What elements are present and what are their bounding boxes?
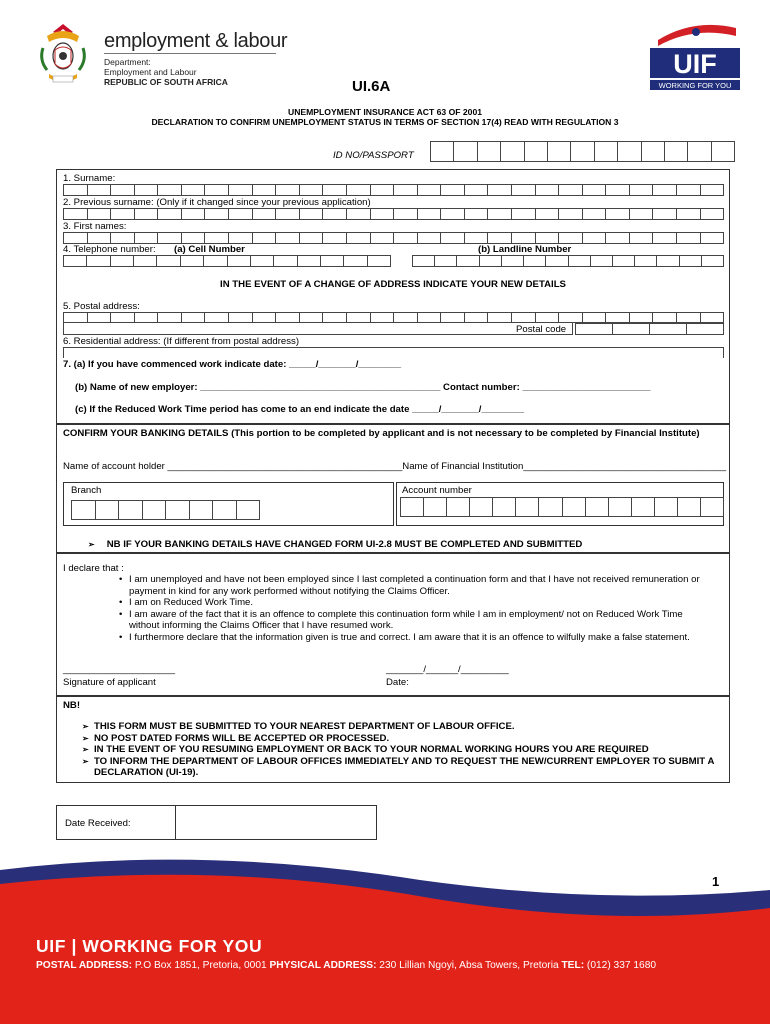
char-cell[interactable]	[653, 184, 677, 196]
char-cell[interactable]	[441, 184, 465, 196]
char-cell[interactable]	[323, 232, 347, 244]
char-cell[interactable]	[655, 497, 678, 517]
arrow-bullet-icon: ➢	[88, 540, 95, 549]
char-cell[interactable]	[677, 232, 701, 244]
nb-item: ➢ THIS FORM MUST BE SUBMITTED TO YOUR NEAREST DEPARTMENT OF LABOUR OFFICE.	[82, 721, 722, 733]
address-heading: IN THE EVENT OF A CHANGE OF ADDRESS INDICATE YOUR NEW DETAILS	[220, 279, 566, 290]
char-cell[interactable]	[559, 232, 583, 244]
char-cell[interactable]	[394, 208, 418, 220]
char-cell[interactable]	[595, 141, 618, 162]
char-cell[interactable]	[548, 141, 571, 162]
char-cell[interactable]	[135, 312, 159, 323]
char-cell[interactable]	[583, 232, 607, 244]
char-cell[interactable]	[678, 497, 701, 517]
char-cell[interactable]	[181, 255, 204, 267]
char-cell[interactable]	[447, 497, 470, 517]
declaration-item: • I am aware of the fact that it is an offence to complete this continuation form while I am in employment/ not on Reduced Work Time without informing the Claims Officer that I have resumed work.	[119, 609, 709, 632]
char-cell[interactable]	[253, 312, 277, 323]
char-cell[interactable]	[657, 255, 679, 267]
char-cell[interactable]	[665, 141, 688, 162]
char-cell[interactable]	[441, 312, 465, 323]
char-cell[interactable]	[205, 208, 229, 220]
char-cell[interactable]	[394, 232, 418, 244]
char-cell[interactable]	[63, 208, 88, 220]
char-cell[interactable]	[111, 255, 134, 267]
char-cell[interactable]	[539, 497, 562, 517]
declaration-item: • I furthermore declare that the information given is true and correct. I am aware that it is an offence to wilfully make a false statement.	[119, 632, 709, 644]
char-cell[interactable]	[571, 141, 594, 162]
nb-list	[82, 721, 722, 779]
char-cell[interactable]	[143, 500, 167, 520]
declaration-title: DECLARATION TO CONFIRM UNEMPLOYMENT STATUS IN TERMS OF SECTION 17(4) READ WITH REGULATION 3	[151, 117, 619, 127]
char-cell[interactable]	[653, 232, 677, 244]
char-cell[interactable]	[96, 500, 120, 520]
char-cell[interactable]	[228, 255, 251, 267]
char-cell[interactable]	[190, 500, 214, 520]
char-cell[interactable]	[613, 255, 635, 267]
char-cell[interactable]	[368, 255, 391, 267]
id-passport-label: ID NO/PASSPORT	[333, 150, 414, 161]
char-cell[interactable]	[493, 497, 516, 517]
char-cell[interactable]	[157, 255, 180, 267]
char-cell[interactable]	[111, 208, 135, 220]
postal-address-input-line2[interactable]	[63, 323, 573, 335]
char-cell[interactable]	[418, 184, 442, 196]
previous-surname-label: 2. Previous surname: (Only if it changed since your previous application)	[63, 197, 371, 208]
char-cell[interactable]	[559, 184, 583, 196]
char-cell[interactable]	[569, 255, 591, 267]
char-cell[interactable]	[516, 497, 539, 517]
banking-nb	[88, 539, 582, 550]
char-cell[interactable]	[412, 255, 435, 267]
reduced-work-time-line: (c) If the Reduced Work Time period has come to an end indicate the date _____/_______/________	[75, 404, 525, 415]
char-cell[interactable]	[205, 232, 229, 244]
char-cell[interactable]	[347, 208, 371, 220]
char-cell[interactable]	[229, 232, 253, 244]
nb-item: ➢ IN THE EVENT OF YOU RESUMING EMPLOYMENT OR BACK TO YOUR NORMAL WORKING HOURS YOU ARE REQUIRED	[82, 744, 722, 756]
account-number-label: Account number	[402, 485, 472, 496]
char-cell[interactable]	[536, 184, 560, 196]
char-cell[interactable]	[613, 323, 650, 335]
char-cell[interactable]	[465, 312, 489, 323]
char-cell[interactable]	[276, 312, 300, 323]
account-number-input[interactable]	[400, 497, 724, 517]
physical-address-label: PHYSICAL ADDRESS:	[269, 960, 377, 971]
char-cell[interactable]	[347, 312, 371, 323]
char-cell[interactable]	[630, 208, 654, 220]
char-cell[interactable]	[394, 312, 418, 323]
char-cell[interactable]	[158, 184, 182, 196]
char-cell[interactable]	[418, 312, 442, 323]
char-cell[interactable]	[701, 208, 725, 220]
char-cell[interactable]	[488, 232, 512, 244]
first-names-input[interactable]	[63, 232, 724, 244]
page-number: 1	[712, 874, 720, 889]
char-cell[interactable]	[630, 312, 654, 323]
char-cell[interactable]	[575, 323, 613, 335]
char-cell[interactable]	[182, 312, 206, 323]
char-cell[interactable]	[371, 184, 395, 196]
char-cell[interactable]	[300, 208, 324, 220]
char-cell[interactable]	[204, 255, 227, 267]
residential-address-label: 6. Residential address: (If different from postal address)	[63, 336, 300, 347]
char-cell[interactable]	[63, 232, 88, 244]
char-cell[interactable]	[536, 232, 560, 244]
branch-code-input[interactable]	[71, 500, 260, 520]
char-cell[interactable]	[478, 141, 501, 162]
char-cell[interactable]	[501, 141, 524, 162]
dept-title: employment & labour	[104, 30, 288, 52]
postal-address-input-line1[interactable]	[63, 312, 724, 323]
landline-number-label: (b) Landline Number	[478, 244, 572, 255]
char-cell[interactable]	[677, 208, 701, 220]
char-cell[interactable]	[512, 208, 536, 220]
char-cell[interactable]	[371, 208, 395, 220]
dept-title-rule	[104, 53, 276, 54]
char-cell[interactable]	[276, 232, 300, 244]
char-cell[interactable]	[88, 232, 112, 244]
char-cell[interactable]	[635, 255, 657, 267]
signature-label: Signature of applicant	[63, 677, 156, 688]
footer-address	[36, 960, 656, 971]
char-cell[interactable]	[274, 255, 297, 267]
char-cell[interactable]	[441, 208, 465, 220]
dept-line-3: REPUBLIC OF SOUTH AFRICA	[104, 77, 228, 87]
char-cell[interactable]	[701, 184, 725, 196]
svg-text:WORKING FOR YOU: WORKING FOR YOU	[658, 81, 732, 90]
surname-input[interactable]	[63, 184, 724, 196]
char-cell[interactable]	[418, 208, 442, 220]
char-cell[interactable]	[371, 312, 395, 323]
cell-number-input[interactable]	[63, 255, 391, 267]
act-title: UNEMPLOYMENT INSURANCE ACT 63 OF 2001	[287, 107, 483, 117]
char-cell[interactable]	[111, 184, 135, 196]
char-cell[interactable]	[480, 255, 502, 267]
char-cell[interactable]	[559, 208, 583, 220]
dept-line-1: Department:	[104, 57, 151, 67]
nb-item: ➢ NO POST DATED FORMS WILL BE ACCEPTED OR PROCESSED.	[82, 733, 722, 745]
dept-line-2: Employment and Labour	[104, 67, 197, 77]
branch-label: Branch	[71, 485, 102, 496]
char-cell[interactable]	[559, 312, 583, 323]
char-cell[interactable]	[321, 255, 344, 267]
tel-label: TEL:	[561, 960, 585, 971]
char-cell[interactable]	[470, 497, 493, 517]
char-cell[interactable]	[88, 312, 112, 323]
date-received-input[interactable]	[176, 806, 376, 839]
banking-nb-text: NB IF YOUR BANKING DETAILS HAVE CHANGED FORM UI-2.8 MUST BE COMPLETED AND SUBMITTED	[106, 539, 583, 550]
char-cell[interactable]	[488, 312, 512, 323]
char-cell[interactable]	[253, 208, 277, 220]
char-cell[interactable]	[323, 184, 347, 196]
char-cell[interactable]	[229, 312, 253, 323]
declare-intro: I declare that :	[63, 563, 124, 574]
char-cell[interactable]	[583, 312, 607, 323]
char-cell[interactable]	[702, 255, 724, 267]
char-cell[interactable]	[591, 255, 613, 267]
char-cell[interactable]	[606, 184, 630, 196]
char-cell[interactable]	[430, 141, 454, 162]
postal-code-input[interactable]	[575, 323, 724, 335]
uif-logo	[650, 18, 740, 92]
char-cell[interactable]	[205, 184, 229, 196]
account-holder-line: Name of account holder ____________________________________________Name of Financial Institution______________________________________	[63, 461, 727, 472]
char-cell[interactable]	[158, 232, 182, 244]
nb-item: ➢ TO INFORM THE DEPARTMENT OF LABOUR OFFICES IMMEDIATELY AND TO REQUEST THE NEW/CURRENT EMPLOYER TO SUBMIT A DECLARATION (UI-19).	[82, 756, 722, 779]
char-cell[interactable]	[63, 184, 88, 196]
char-cell[interactable]	[323, 208, 347, 220]
svg-text:UIF: UIF	[673, 49, 717, 79]
char-cell[interactable]	[158, 208, 182, 220]
char-cell[interactable]	[435, 255, 457, 267]
char-cell[interactable]	[454, 141, 477, 162]
date-label: Date:	[386, 677, 409, 688]
char-cell[interactable]	[347, 232, 371, 244]
char-cell[interactable]	[457, 255, 479, 267]
telephone-label: 4. Telephone number:	[63, 244, 156, 255]
banking-heading: CONFIRM YOUR BANKING DETAILS (This portion to be completed by applicant and is not necessary to be completed by Financial Institute)	[63, 428, 700, 439]
char-cell[interactable]	[251, 255, 274, 267]
char-cell[interactable]	[323, 312, 347, 323]
char-cell[interactable]	[630, 232, 654, 244]
nb-title: NB!	[63, 700, 81, 711]
char-cell[interactable]	[135, 208, 159, 220]
postal-address-label: 5. Postal address:	[63, 301, 140, 312]
char-cell[interactable]	[111, 232, 135, 244]
char-cell[interactable]	[158, 312, 182, 323]
char-cell[interactable]	[135, 184, 159, 196]
char-cell[interactable]	[300, 232, 324, 244]
char-cell[interactable]	[563, 497, 586, 517]
postal-code-label: Postal code	[516, 324, 567, 335]
declaration-item: • I am on Reduced Work Time.	[119, 597, 709, 609]
char-cell[interactable]	[524, 255, 546, 267]
char-cell[interactable]	[546, 255, 568, 267]
commenced-work-line: 7. (a) If you have commenced work indicate date: _____/_______/________	[63, 359, 402, 370]
char-cell[interactable]	[653, 312, 677, 323]
char-cell[interactable]	[465, 208, 489, 220]
char-cell[interactable]	[653, 208, 677, 220]
char-cell[interactable]	[687, 323, 724, 335]
char-cell[interactable]	[298, 255, 321, 267]
declaration-list	[119, 574, 709, 643]
char-cell[interactable]	[300, 184, 324, 196]
physical-address-value: 230 Lillian Ngoyi, Absa Towers, Pretoria	[376, 960, 562, 971]
char-cell[interactable]	[119, 500, 143, 520]
char-cell[interactable]	[63, 312, 88, 323]
char-cell[interactable]	[688, 141, 711, 162]
char-cell[interactable]	[680, 255, 702, 267]
char-cell[interactable]	[488, 184, 512, 196]
char-cell[interactable]	[237, 500, 261, 520]
char-cell[interactable]	[347, 184, 371, 196]
new-employer-line: (b) Name of new employer: _____________________________________________ Contact number: ________________________	[75, 382, 651, 393]
postal-address-value: P.O Box 1851, Pretoria, 0001	[132, 960, 270, 971]
form-code: UI.6A	[352, 78, 391, 95]
char-cell[interactable]	[512, 184, 536, 196]
char-cell[interactable]	[253, 184, 277, 196]
char-cell[interactable]	[88, 184, 112, 196]
date-line[interactable]: _______/______/_________	[386, 664, 509, 675]
char-cell[interactable]	[465, 184, 489, 196]
char-cell[interactable]	[424, 497, 447, 517]
char-cell[interactable]	[205, 312, 229, 323]
char-cell[interactable]	[441, 232, 465, 244]
char-cell[interactable]	[371, 232, 395, 244]
date-received-label: Date Received:	[65, 818, 131, 829]
char-cell[interactable]	[213, 500, 237, 520]
char-cell[interactable]	[182, 184, 206, 196]
postal-address-label: POSTAL ADDRESS:	[36, 960, 133, 971]
char-cell[interactable]	[300, 312, 324, 323]
char-cell[interactable]	[512, 312, 536, 323]
char-cell[interactable]	[512, 232, 536, 244]
char-cell[interactable]	[88, 208, 112, 220]
declaration-item: • I am unemployed and have not been employed since I last completed a continuation form and that I have not received remuneration or payment in kind for any work performed without notifying the Claims Officer.	[119, 574, 709, 597]
char-cell[interactable]	[394, 184, 418, 196]
char-cell[interactable]	[586, 497, 609, 517]
char-cell[interactable]	[134, 255, 157, 267]
char-cell[interactable]	[677, 184, 701, 196]
char-cell[interactable]	[677, 312, 701, 323]
char-cell[interactable]	[606, 312, 630, 323]
char-cell[interactable]	[701, 497, 724, 517]
char-cell[interactable]	[63, 255, 87, 267]
id-passport-input[interactable]	[430, 141, 735, 162]
char-cell[interactable]	[111, 312, 135, 323]
char-cell[interactable]	[701, 232, 725, 244]
char-cell[interactable]	[536, 208, 560, 220]
previous-surname-input[interactable]	[63, 208, 724, 220]
char-cell[interactable]	[583, 208, 607, 220]
char-cell[interactable]	[71, 500, 96, 520]
char-cell[interactable]	[182, 232, 206, 244]
signature-line[interactable]: _____________________	[63, 664, 176, 675]
char-cell[interactable]	[525, 141, 548, 162]
char-cell[interactable]	[606, 232, 630, 244]
footer-brand: UIF | WORKING FOR YOU	[36, 936, 263, 956]
char-cell[interactable]	[166, 500, 190, 520]
char-cell[interactable]	[418, 232, 442, 244]
char-cell[interactable]	[618, 141, 641, 162]
char-cell[interactable]	[630, 184, 654, 196]
char-cell[interactable]	[276, 208, 300, 220]
tel-value: (012) 337 1680	[584, 960, 657, 971]
char-cell[interactable]	[536, 312, 560, 323]
cell-number-label: (a) Cell Number	[174, 244, 245, 255]
char-cell[interactable]	[344, 255, 367, 267]
char-cell[interactable]	[488, 208, 512, 220]
char-cell[interactable]	[229, 208, 253, 220]
char-cell[interactable]	[502, 255, 524, 267]
char-cell[interactable]	[87, 255, 110, 267]
surname-label: 1. Surname:	[63, 173, 116, 184]
char-cell[interactable]	[701, 312, 725, 323]
char-cell[interactable]	[583, 184, 607, 196]
char-cell[interactable]	[182, 208, 206, 220]
char-cell[interactable]	[465, 232, 489, 244]
char-cell[interactable]	[609, 497, 632, 517]
first-names-label: 3. First names:	[63, 221, 127, 232]
char-cell[interactable]	[606, 208, 630, 220]
char-cell[interactable]	[642, 141, 665, 162]
residential-address-input[interactable]	[63, 347, 724, 358]
char-cell[interactable]	[276, 184, 300, 196]
char-cell[interactable]	[632, 497, 655, 517]
char-cell[interactable]	[712, 141, 735, 162]
char-cell[interactable]	[135, 232, 159, 244]
char-cell[interactable]	[253, 232, 277, 244]
char-cell[interactable]	[650, 323, 687, 335]
char-cell[interactable]	[229, 184, 253, 196]
landline-number-input[interactable]	[412, 255, 724, 267]
coat-of-arms-logo	[33, 20, 93, 88]
char-cell[interactable]	[400, 497, 424, 517]
